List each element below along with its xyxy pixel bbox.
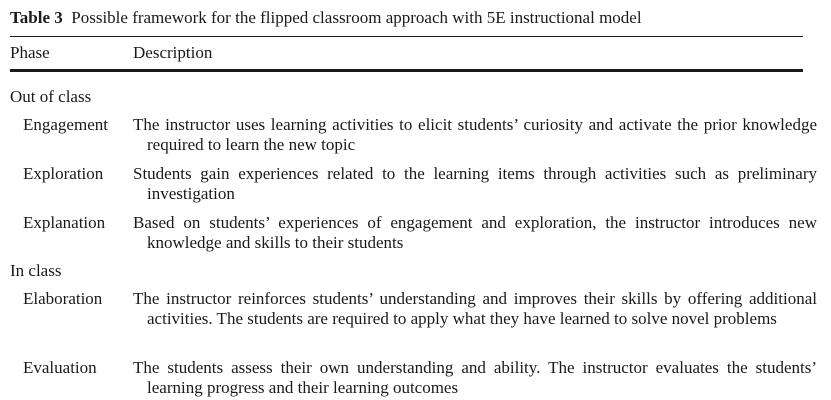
table-label: Table 3	[10, 8, 63, 27]
row-description-evaluation: The students assess their own understanding and ability. The instructor evaluates the students’ learning progress and their learning outcomes	[133, 358, 817, 397]
row-description-elaboration: The instructor reinforces students’ understanding and improves their skills by offering additional activities. The students are required to apply what they have learned to solve novel problems	[133, 289, 817, 328]
row-phase-explanation: Explanation	[23, 213, 106, 232]
table-caption	[10, 8, 642, 28]
top-rule	[10, 36, 803, 37]
row-description-explanation: Based on students’ experiences of engagement and exploration, the instructor introduces new knowledge and skills to their students	[133, 213, 817, 252]
row-phase-evaluation: Evaluation	[23, 358, 97, 377]
table-caption-text: Possible framework for the flipped classroom approach with 5E instructional model	[71, 8, 642, 27]
row-phase-exploration: Exploration	[23, 164, 104, 183]
header-rule	[10, 69, 803, 72]
row-description-exploration: Students gain experiences related to the learning items through activities such as preliminary investigation	[133, 164, 817, 203]
group-label-out-of-class: Out of class	[10, 87, 92, 106]
header-phase: Phase	[10, 43, 50, 62]
row-description-engagement: The instructor uses learning activities to elicit students’ curiosity and activate the prior knowledge required to learn the new topic	[133, 115, 817, 154]
group-label-in-class: In class	[10, 261, 62, 280]
header-description: Description	[133, 43, 213, 62]
row-phase-elaboration: Elaboration	[23, 289, 103, 308]
row-phase-engagement: Engagement	[23, 115, 108, 134]
